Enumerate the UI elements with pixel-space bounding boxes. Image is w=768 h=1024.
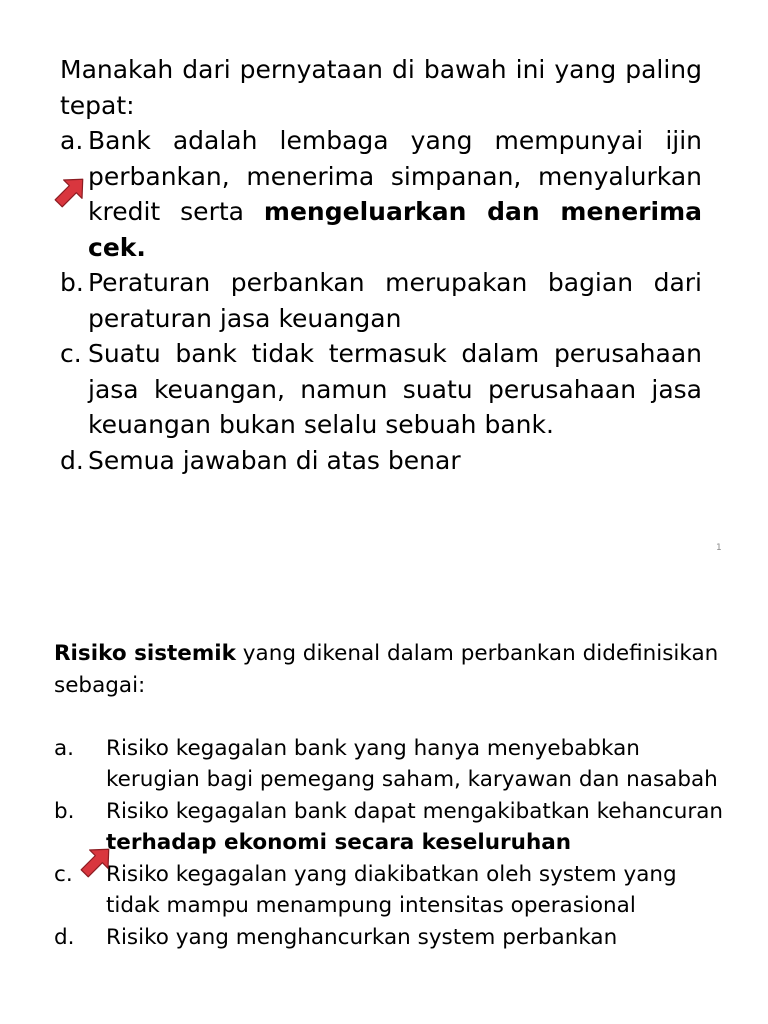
option-letter: c. xyxy=(60,339,82,368)
option-letter: a. xyxy=(60,126,84,155)
option-letter: c. xyxy=(54,861,73,887)
question-2 xyxy=(54,638,734,701)
option-letter: b. xyxy=(54,798,75,824)
answer-arrow-shape xyxy=(76,842,116,882)
option-text: Peraturan perbankan merupakan bagian dari peraturan jasa keuangan xyxy=(88,268,702,333)
option-text-bold: mengeluarkan dan menerima cek. xyxy=(88,197,702,262)
option-text: Risiko kegagalan bank yang hanya menyebabkan kerugian bagi pemegang saham, karyawan dan nasabah xyxy=(106,735,718,792)
option-1a xyxy=(60,123,702,265)
page-number: 1 xyxy=(716,543,722,553)
option-1d xyxy=(60,443,702,479)
option-text: Risiko kegagalan yang diakibatkan oleh system yang tidak mampu menampung intensitas operasional xyxy=(106,861,677,918)
question-regular: yang dikenal dalam perbankan didefinisikan sebagai: xyxy=(54,641,719,698)
option-2d xyxy=(54,922,734,954)
answer-arrow-icon xyxy=(76,842,116,882)
option-text-bold: terhadap ekonomi secara keseluruhan xyxy=(106,830,572,855)
option-text-regular: Risiko kegagalan bank dapat mengakibatkan kehancuran xyxy=(106,798,724,824)
option-letter: d. xyxy=(60,445,84,475)
option-text xyxy=(88,123,702,265)
option-1b xyxy=(60,265,702,336)
option-text: Risiko yang menghancurkan system perbankan xyxy=(106,924,618,950)
option-letter: b. xyxy=(60,268,84,297)
slide-2-content xyxy=(54,638,734,953)
option-text-regular: Bank adalah lembaga yang mempunyai ijin perbankan, menerima simpanan, menyalurkan kredit serta xyxy=(88,126,702,226)
option-text: Suatu bank tidak termasuk dalam perusahaan jasa keuangan, namun suatu perusahaan jasa keuangan bukan selalu sebuah bank. xyxy=(88,339,702,439)
option-2a xyxy=(54,733,734,796)
option-2b xyxy=(54,796,734,859)
option-text xyxy=(106,796,734,859)
option-text: Semua jawaban di atas benar xyxy=(88,445,461,475)
answer-arrow-icon xyxy=(50,172,90,212)
answer-arrow-shape xyxy=(50,172,90,212)
option-1c xyxy=(60,336,702,443)
question-1: Manakah dari pernyataan di bawah ini yang paling tepat: xyxy=(60,55,702,120)
option-letter: a. xyxy=(54,735,75,761)
option-2c xyxy=(54,859,734,922)
slide-1-content xyxy=(60,52,702,478)
option-letter: d. xyxy=(54,924,75,950)
slide-2 xyxy=(0,574,768,1024)
question-bold: Risiko sistemik xyxy=(54,641,236,666)
